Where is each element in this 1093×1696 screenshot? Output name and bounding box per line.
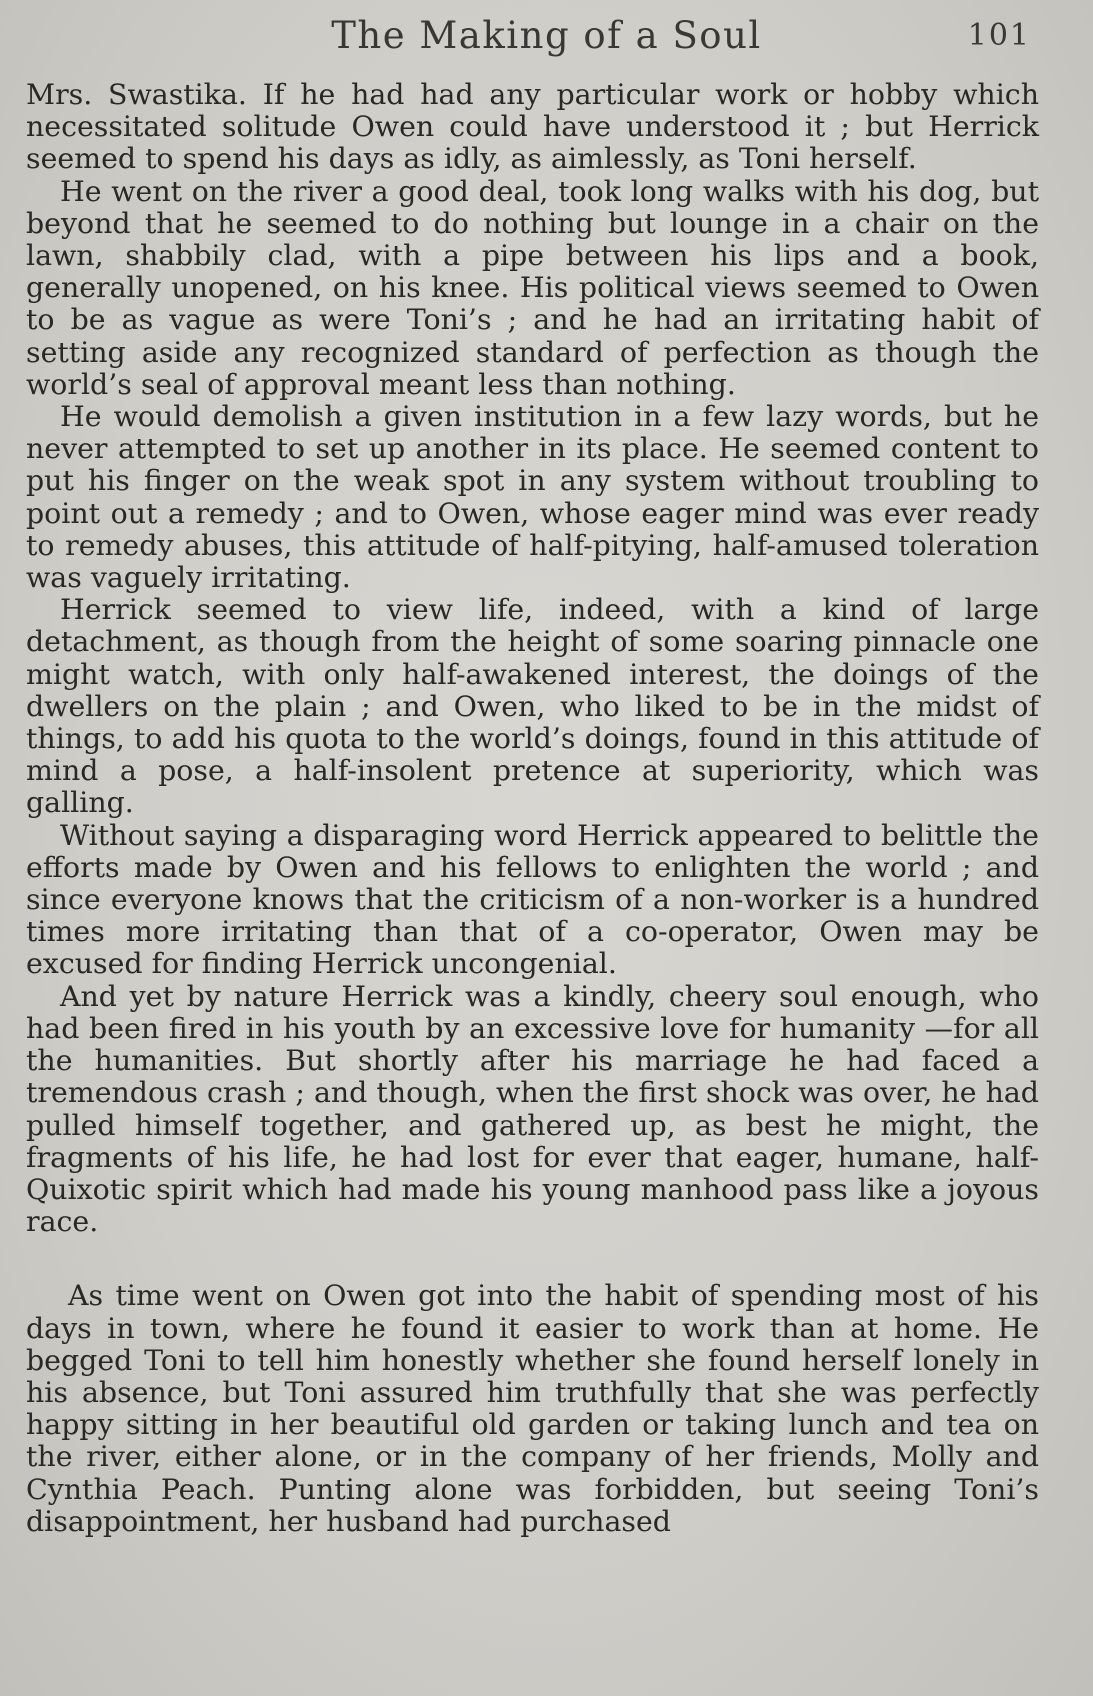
paragraph: Mrs. Swastika. If he had had any particular work or hobby which necessitated solitude Owen could have understood it ; but Herrick seemed to spend his days as idly, as aimlessly, as Toni herself. bbox=[26, 78, 1039, 176]
paragraph: Herrick seemed to view life, indeed, with a kind of large detachment, as though from the height of some soaring pinnacle one might watch, with only half-awakened interest, the doings of the dwellers on the plain ; and Owen, who liked to be in the midst of things, to add his quota to the world’s doings, found in this attitude of mind a pose, a half-insolent pretence at superiority, which was galling. bbox=[26, 593, 1039, 820]
paragraph: Without saying a disparaging word Herrick appeared to belittle the efforts made by Owen and his fellows to enlighten the world ; and since everyone knows that the criticism of a non-worker is a hundred times more irritating than that of a co-operator, Owen may be excused for finding Herrick uncongenial. bbox=[26, 818, 1039, 981]
paragraph: He would demolish a given institution in a few lazy words, but he never attempted to set up another in its place. He seemed content to put his finger on the weak spot in any system without troubling to point out a remedy ; and to Owen, whose eager mind was ever ready to remedy abuses, this attitude of half-pitying, half-amused toleration was vaguely irritating. bbox=[26, 400, 1039, 595]
running-title: The Making of a Soul bbox=[331, 14, 762, 57]
paragraph: He went on the river a good deal, took long walks with his dog, but beyond that he seemed to do nothing but lounge in a chair on the lawn, shabbily clad, with a pipe between his lips and a book, generally unopened, on his knee. His political views seemed to Owen to be as vague as were Toni’s ; and he had an irritating habit of setting aside any recognized standard of perfection as though the world’s seal of approval meant less than nothing. bbox=[26, 174, 1039, 401]
page-number: 101 bbox=[967, 18, 1031, 53]
section-break bbox=[26, 1238, 1039, 1280]
paragraph: And yet by nature Herrick was a kindly, cheery soul enough, who had been fired in his youth by an excessive love for humanity —for all the humanities. But shortly after his marriage he had faced a tremendous crash ; and though, when the first shock was over, he had pulled himself together, and gathered up, as best he might, the fragments of his life, he had lost for ever that eager, humane, half-Quixotic spirit which had made his young manhood pass like a joyous race. bbox=[26, 979, 1039, 1239]
paragraph: As time went on Owen got into the habit of spending most of his days in town, where he found it easier to work than at home. He begged Toni to tell him honestly whether she found herself lonely in his absence, but Toni assured him truthfully that she was perfectly happy sitting in her beautiful old garden or taking lunch and tea on the river, either alone, or in the company of her friends, Molly and Cynthia Peach. Punting alone was forbidden, but seeing Toni’s disappointment, her husband had purchased bbox=[26, 1279, 1039, 1538]
body-text bbox=[26, 79, 1039, 1538]
running-head bbox=[0, 14, 1093, 64]
